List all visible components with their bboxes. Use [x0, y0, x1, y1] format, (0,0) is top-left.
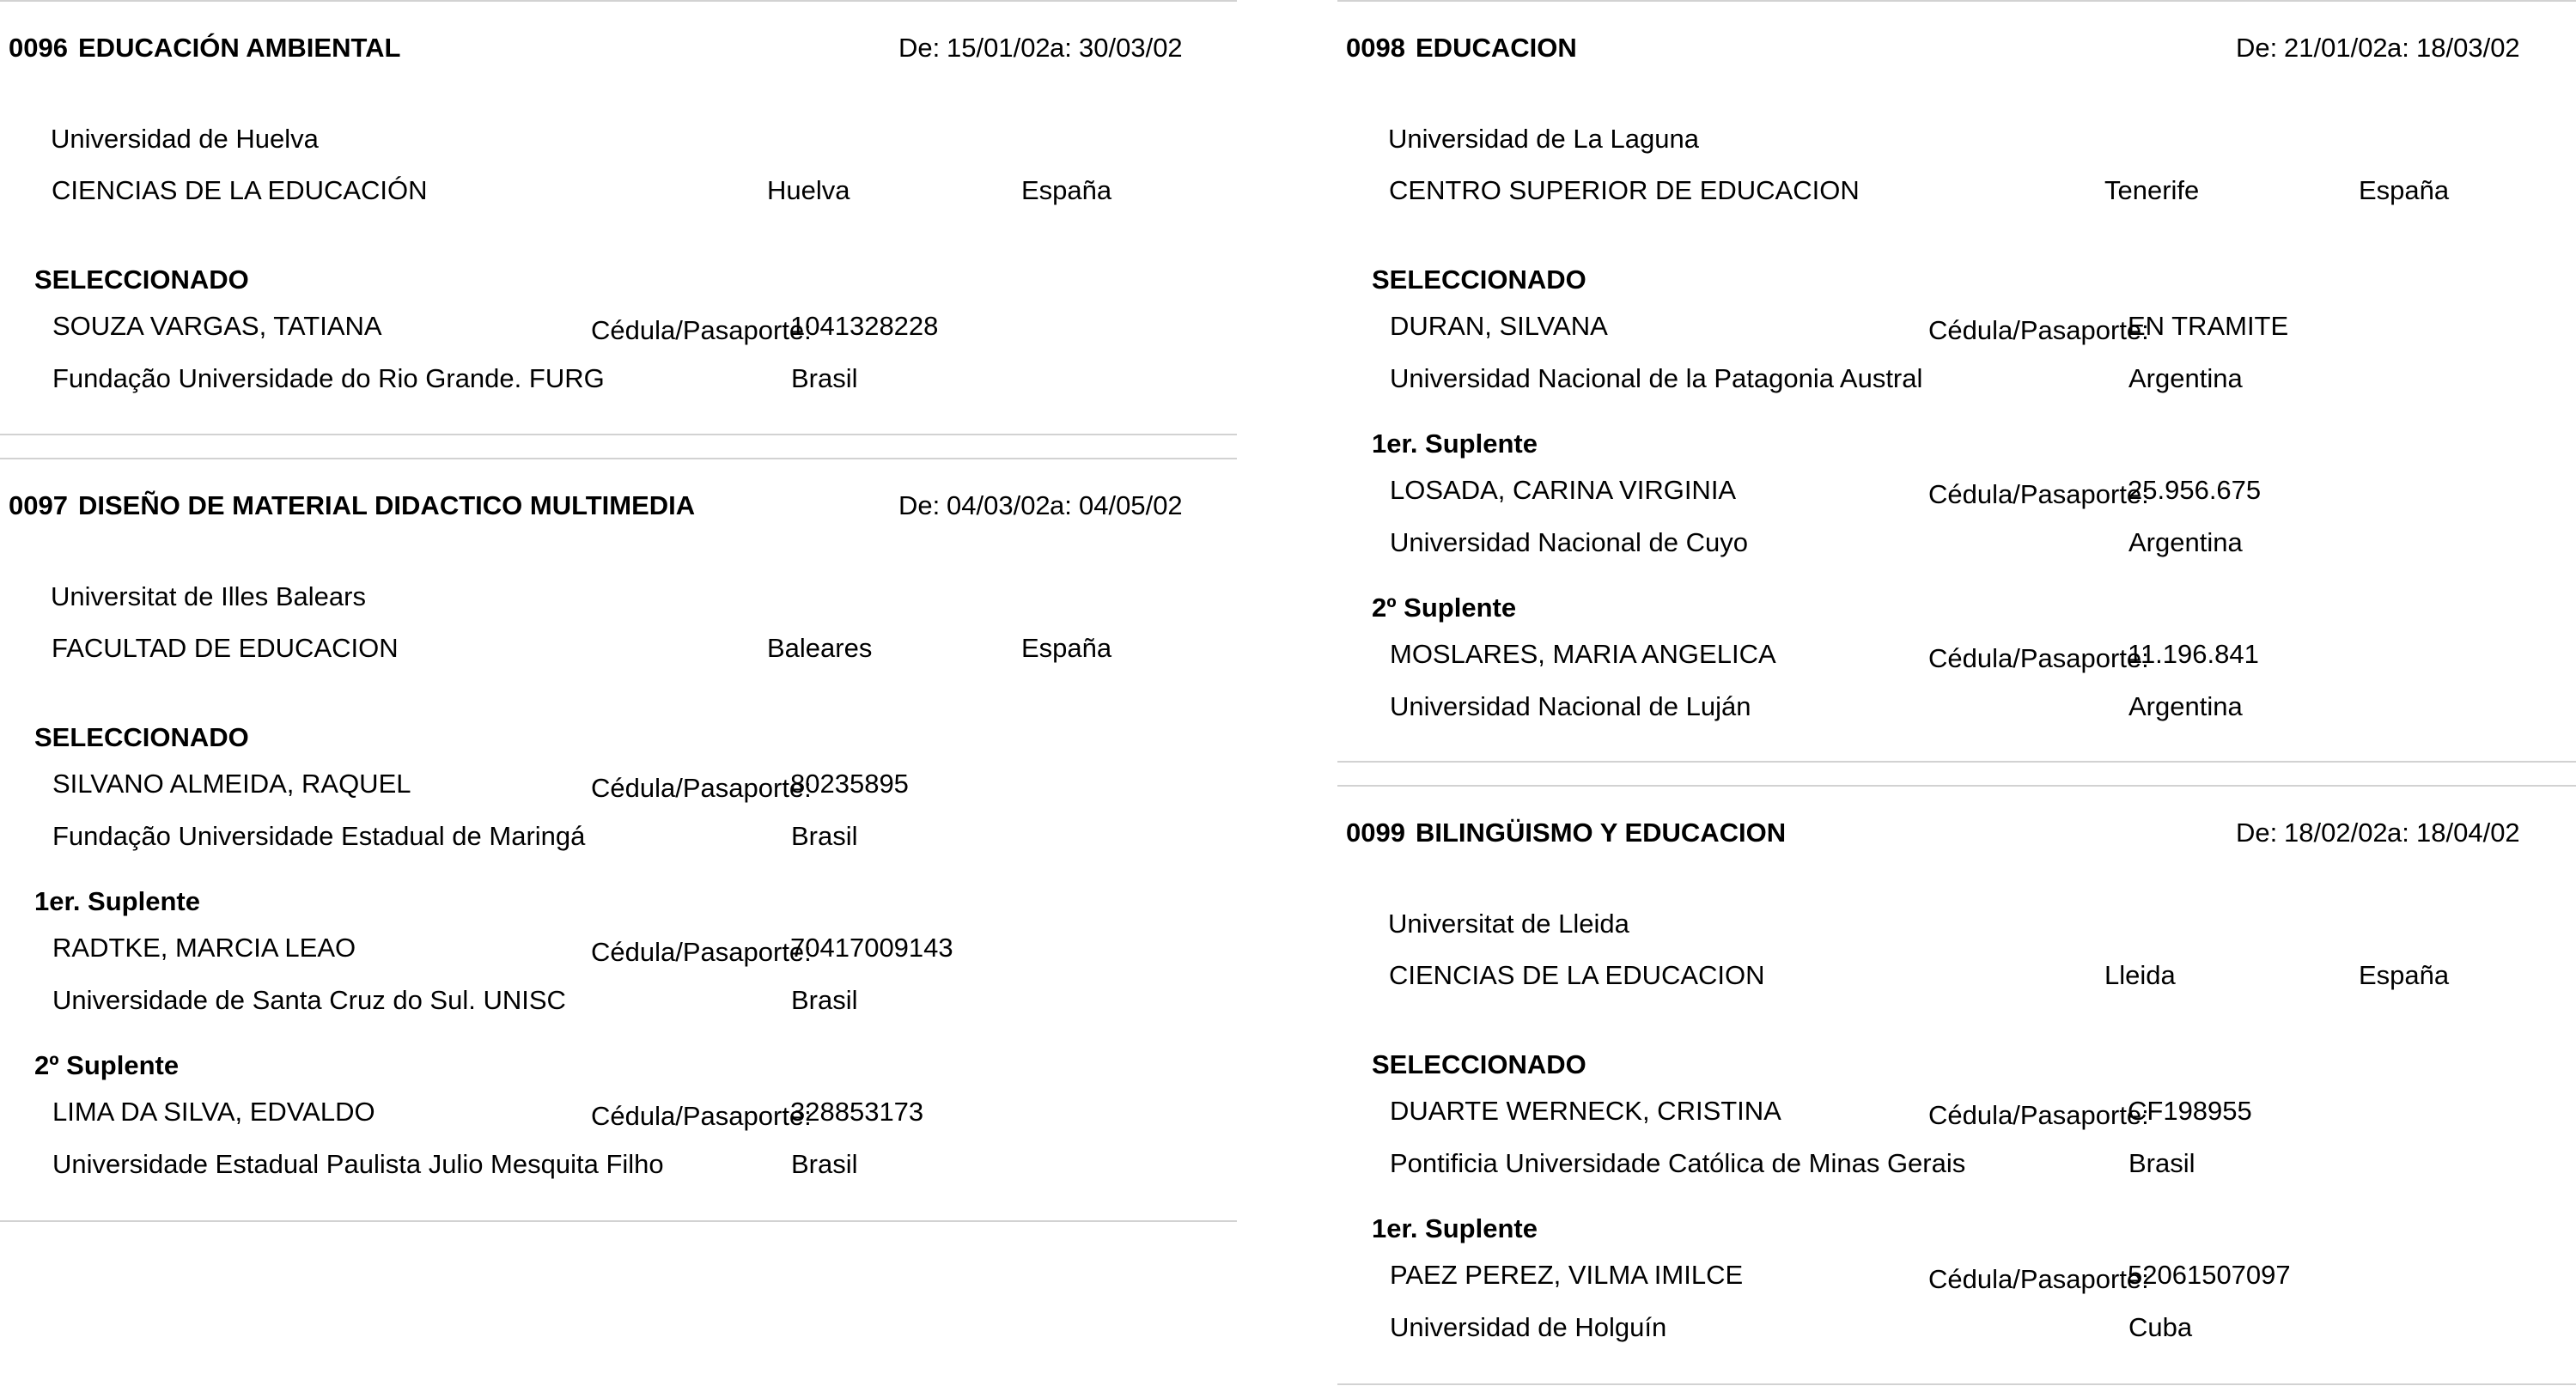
doc-label: Cédula/Pasaporte:: [1928, 1100, 2149, 1130]
role-heading: SELECCIONADO: [34, 722, 249, 752]
role-heading: SELECCIONADO: [1372, 264, 1586, 295]
role-heading: SELECCIONADO: [34, 264, 249, 295]
doc-number: CF198955: [2128, 1096, 2252, 1126]
person-name: LIMA DA SILVA, EDVALDO: [52, 1097, 375, 1127]
doc-label: Cédula/Pasaporte:: [591, 315, 812, 345]
institution-name: Pontificia Universidade Católica de Minas Gerais: [1390, 1148, 1966, 1178]
date-from: 15/01/02: [947, 33, 1050, 63]
person-country: Argentina: [2128, 363, 2243, 393]
section-divider-bottom: [1337, 1383, 2576, 1385]
institution-name: Universidade de Santa Cruz do Sul. UNISC: [52, 985, 566, 1015]
role-heading: 1er. Suplente: [1372, 429, 1538, 459]
date-from-label: De:: [898, 33, 941, 63]
date-to: 18/04/02: [2416, 818, 2520, 848]
doc-label: Cédula/Pasaporte:: [591, 937, 812, 967]
doc-label: Cédula/Pasaporte:: [591, 1101, 812, 1131]
faculty-name: CIENCIAS DE LA EDUCACION: [1389, 960, 1765, 990]
role-heading: 1er. Suplente: [34, 886, 200, 916]
institution-name: Universidade Estadual Paulista Julio Mesquita Filho: [52, 1149, 664, 1179]
section-divider-bottom: [1337, 761, 2576, 763]
section-divider-top: [0, 0, 1237, 2]
person-country: Brasil: [791, 821, 858, 851]
person-name: PAEZ PEREZ, VILMA IMILCE: [1390, 1260, 1744, 1290]
university-name: Universidad de La Laguna: [1388, 124, 1699, 154]
course-title: BILINGÜISMO Y EDUCACION: [1416, 818, 1787, 848]
date-from: 21/01/02: [2284, 33, 2388, 63]
doc-number: 11.196.841: [2128, 639, 2259, 669]
course-title: DISEÑO DE MATERIAL DIDACTICO MULTIMEDIA: [78, 490, 696, 520]
date-to: 04/05/02: [1079, 490, 1183, 520]
faculty-name: CIENCIAS DE LA EDUCACIÓN: [52, 175, 428, 205]
doc-label: Cédula/Pasaporte:: [1928, 643, 2149, 673]
doc-number: 52061507097: [2128, 1260, 2291, 1290]
course-title: EDUCACIÓN AMBIENTAL: [78, 33, 401, 63]
course-title: EDUCACION: [1416, 33, 1577, 63]
doc-number: 1041328228: [790, 311, 939, 341]
doc-label: Cédula/Pasaporte:: [591, 773, 812, 803]
doc-number: 80235895: [790, 769, 909, 799]
role-heading: 2º Suplente: [1372, 593, 1517, 623]
faculty-name: FACULTAD DE EDUCACION: [52, 633, 399, 663]
person-country: Argentina: [2128, 691, 2243, 721]
course-code: 0096: [9, 33, 68, 63]
person-name: DUARTE WERNECK, CRISTINA: [1390, 1096, 1781, 1126]
course-code: 0099: [1346, 818, 1405, 848]
date-from-label: De:: [2236, 818, 2278, 848]
institution-name: Universidad Nacional de la Patagonia Austral: [1390, 363, 1923, 393]
date-from-label: De:: [2236, 33, 2278, 63]
section-divider-top: [0, 458, 1237, 459]
country: España: [1021, 175, 1112, 205]
section-divider-bottom: [0, 434, 1237, 435]
date-to-label: a:: [1050, 490, 1072, 520]
person-name: SOUZA VARGAS, TATIANA: [52, 311, 382, 341]
person-name: RADTKE, MARCIA LEAO: [52, 933, 356, 963]
institution-name: Fundação Universidade Estadual de Maringá: [52, 821, 586, 851]
country: España: [1021, 633, 1112, 663]
university-name: Universidad de Huelva: [51, 124, 319, 154]
doc-label: Cédula/Pasaporte:: [1928, 315, 2149, 345]
person-country: Brasil: [791, 985, 858, 1015]
date-to-label: a:: [2387, 33, 2409, 63]
country: España: [2359, 175, 2450, 205]
doc-label: Cédula/Pasaporte:: [1928, 479, 2149, 509]
role-heading: 2º Suplente: [34, 1050, 180, 1080]
doc-number: 25.956.675: [2128, 475, 2262, 505]
person-country: Argentina: [2128, 527, 2243, 557]
institution-name: Universidad de Holguín: [1390, 1312, 1667, 1342]
date-from: 18/02/02: [2284, 818, 2388, 848]
course-code: 0098: [1346, 33, 1405, 63]
date-to-label: a:: [2387, 818, 2409, 848]
person-name: MOSLARES, MARIA ANGELICA: [1390, 639, 1776, 669]
date-from-label: De:: [898, 490, 941, 520]
section-divider-bottom: [0, 1220, 1237, 1222]
person-country: Brasil: [791, 363, 858, 393]
doc-number: 70417009143: [790, 933, 953, 963]
date-to: 30/03/02: [1079, 33, 1183, 63]
institution-name: Universidad Nacional de Luján: [1390, 691, 1751, 721]
date-to-label: a:: [1050, 33, 1072, 63]
section-divider-top: [1337, 0, 2576, 2]
doc-label: Cédula/Pasaporte:: [1928, 1264, 2149, 1294]
person-name: SILVANO ALMEIDA, RAQUEL: [52, 769, 411, 799]
university-name: Universitat de Illes Balears: [51, 581, 366, 611]
section-divider-top: [1337, 785, 2576, 787]
institution-name: Universidad Nacional de Cuyo: [1390, 527, 1749, 557]
faculty-name: CENTRO SUPERIOR DE EDUCACION: [1389, 175, 1860, 205]
person-country: Brasil: [2128, 1148, 2195, 1178]
city: Huelva: [767, 175, 850, 205]
person-name: DURAN, SILVANA: [1390, 311, 1608, 341]
date-from: 04/03/02: [947, 490, 1050, 520]
course-code: 0097: [9, 490, 68, 520]
doc-number: EN TRAMITE: [2128, 311, 2289, 341]
person-name: LOSADA, CARINA VIRGINIA: [1390, 475, 1737, 505]
role-heading: 1er. Suplente: [1372, 1213, 1538, 1243]
city: Tenerife: [2104, 175, 2200, 205]
city: Lleida: [2104, 960, 2176, 990]
person-country: Cuba: [2128, 1312, 2193, 1342]
doc-number: 328853173: [790, 1097, 924, 1127]
date-to: 18/03/02: [2416, 33, 2520, 63]
role-heading: SELECCIONADO: [1372, 1049, 1586, 1079]
city: Baleares: [767, 633, 873, 663]
university-name: Universitat de Lleida: [1388, 909, 1629, 939]
person-country: Brasil: [791, 1149, 858, 1179]
country: España: [2359, 960, 2450, 990]
institution-name: Fundação Universidade do Rio Grande. FURG: [52, 363, 605, 393]
